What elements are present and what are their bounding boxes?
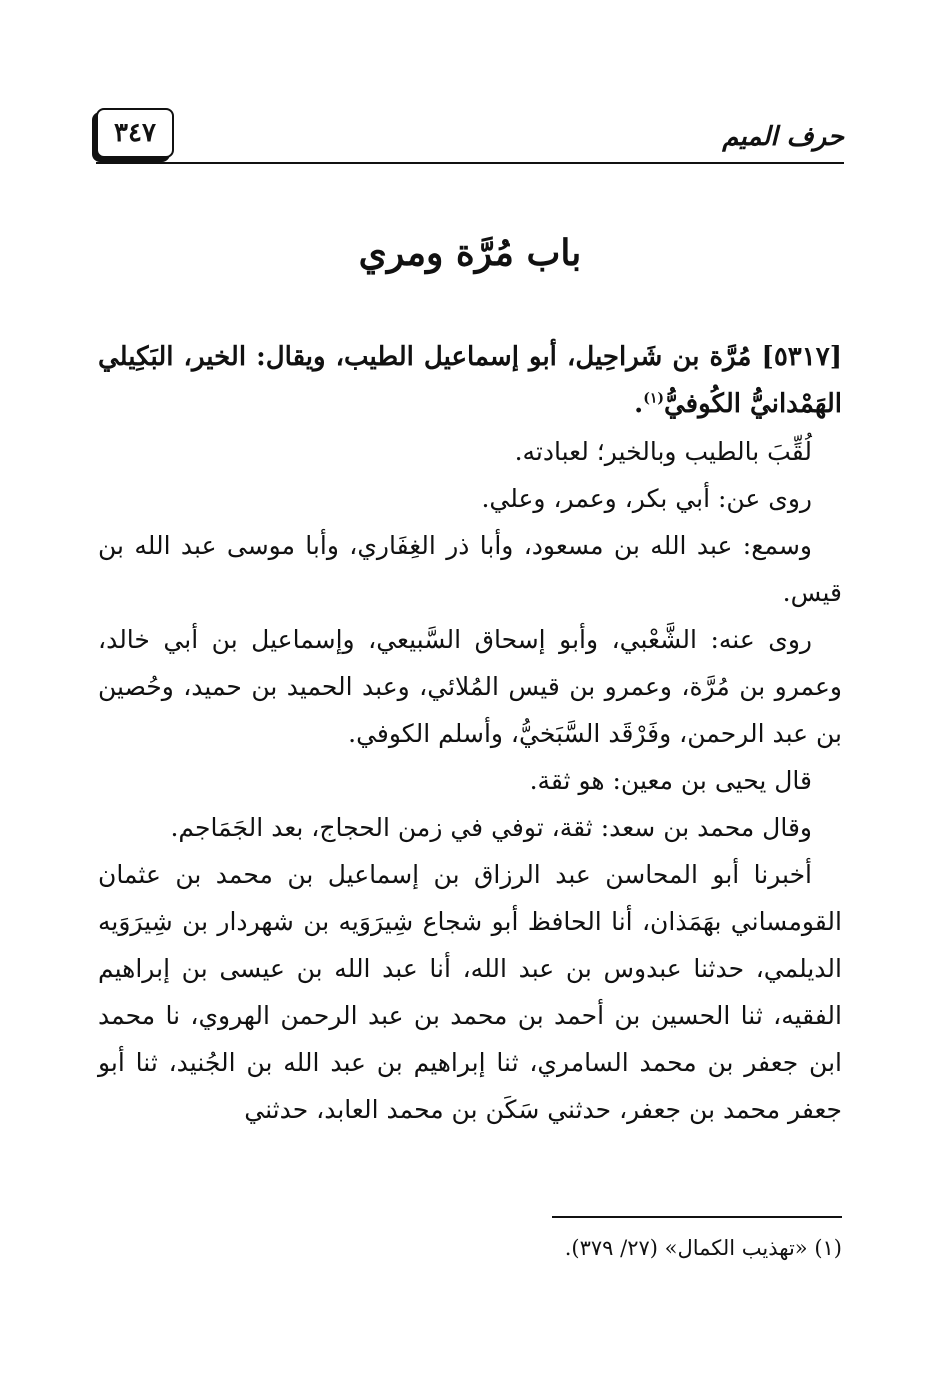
header-rule: [96, 162, 844, 164]
paragraph: روى عنه: الشَّعْبي، وأبو إسحاق السَّبيعي، وإسماعيل بن أبي خالد، وعمرو بن مُرَّة، وعمرو بن قيس المُلائي، وعبد الحميد بن حميد، وحُصين بن عبد الرحمن، وفَرْقَد السَّبَخيُّ، وأسلم الكوفي.: [98, 625, 842, 748]
paragraph: لُقِّبَ بالطيب وبالخير؛ لعبادته.: [514, 437, 812, 466]
running-head: حرف الميم: [722, 122, 844, 152]
paragraph: روى عن: أبي بكر، وعمر، وعلي.: [481, 484, 812, 513]
entry-body: [98, 334, 842, 1133]
footnote: (١) «تهذيب الكمال» (٢٧/ ٣٧٩).: [564, 1236, 842, 1260]
entry-heading: [98, 334, 842, 428]
paragraph: وقال محمد بن سعد: ثقة، توفي في زمن الحجاج، بعد الجَمَاجم.: [170, 813, 812, 842]
entry-heading-end: .: [634, 389, 644, 419]
footnote-rule: [552, 1216, 842, 1218]
paragraph: وسمع: عبد الله بن مسعود، وأبا ذر الغِفَاري، وأبا موسى عبد الله بن قيس.: [98, 531, 842, 607]
chapter-title: باب مُرَّة ومري: [358, 232, 582, 274]
page-number-box: [96, 108, 174, 158]
page-header: [96, 108, 844, 164]
footnote-marker: (١): [643, 390, 664, 407]
entry-heading-text: [٥٣١٧] مُرَّة بن شَراحِيل، أبو إسماعيل الطيب، ويقال: الخير، البَكِيلي الهَمْدانيُّ الكُوفيُّ: [98, 342, 842, 419]
paragraph: قال يحيى بن معين: هو ثقة.: [529, 766, 812, 795]
page-number: ٣٤٧: [114, 118, 156, 148]
paragraph: أخبرنا أبو المحاسن عبد الرزاق بن إسماعيل بن محمد بن عثمان القومساني بهَمَذان، أنا الحافظ أبو شجاع شِيرَوَيه بن شهردار بن شِيرَوَيه الديلمي، حدثنا عبدوس بن عبد الله، أنا عبد الله بن عيسى بن إبراهيم الفقيه، ثنا الحسين بن أحمد بن محمد بن عبد الرحمن الهروي، نا محمد ابن جعفر بن محمد السامري، ثنا إبراهيم بن عبد الله بن الجُنيد، ثنا أبو جعفر محمد بن جعفر، حدثني سَكَن بن محمد العابد، حدثني: [98, 860, 842, 1124]
